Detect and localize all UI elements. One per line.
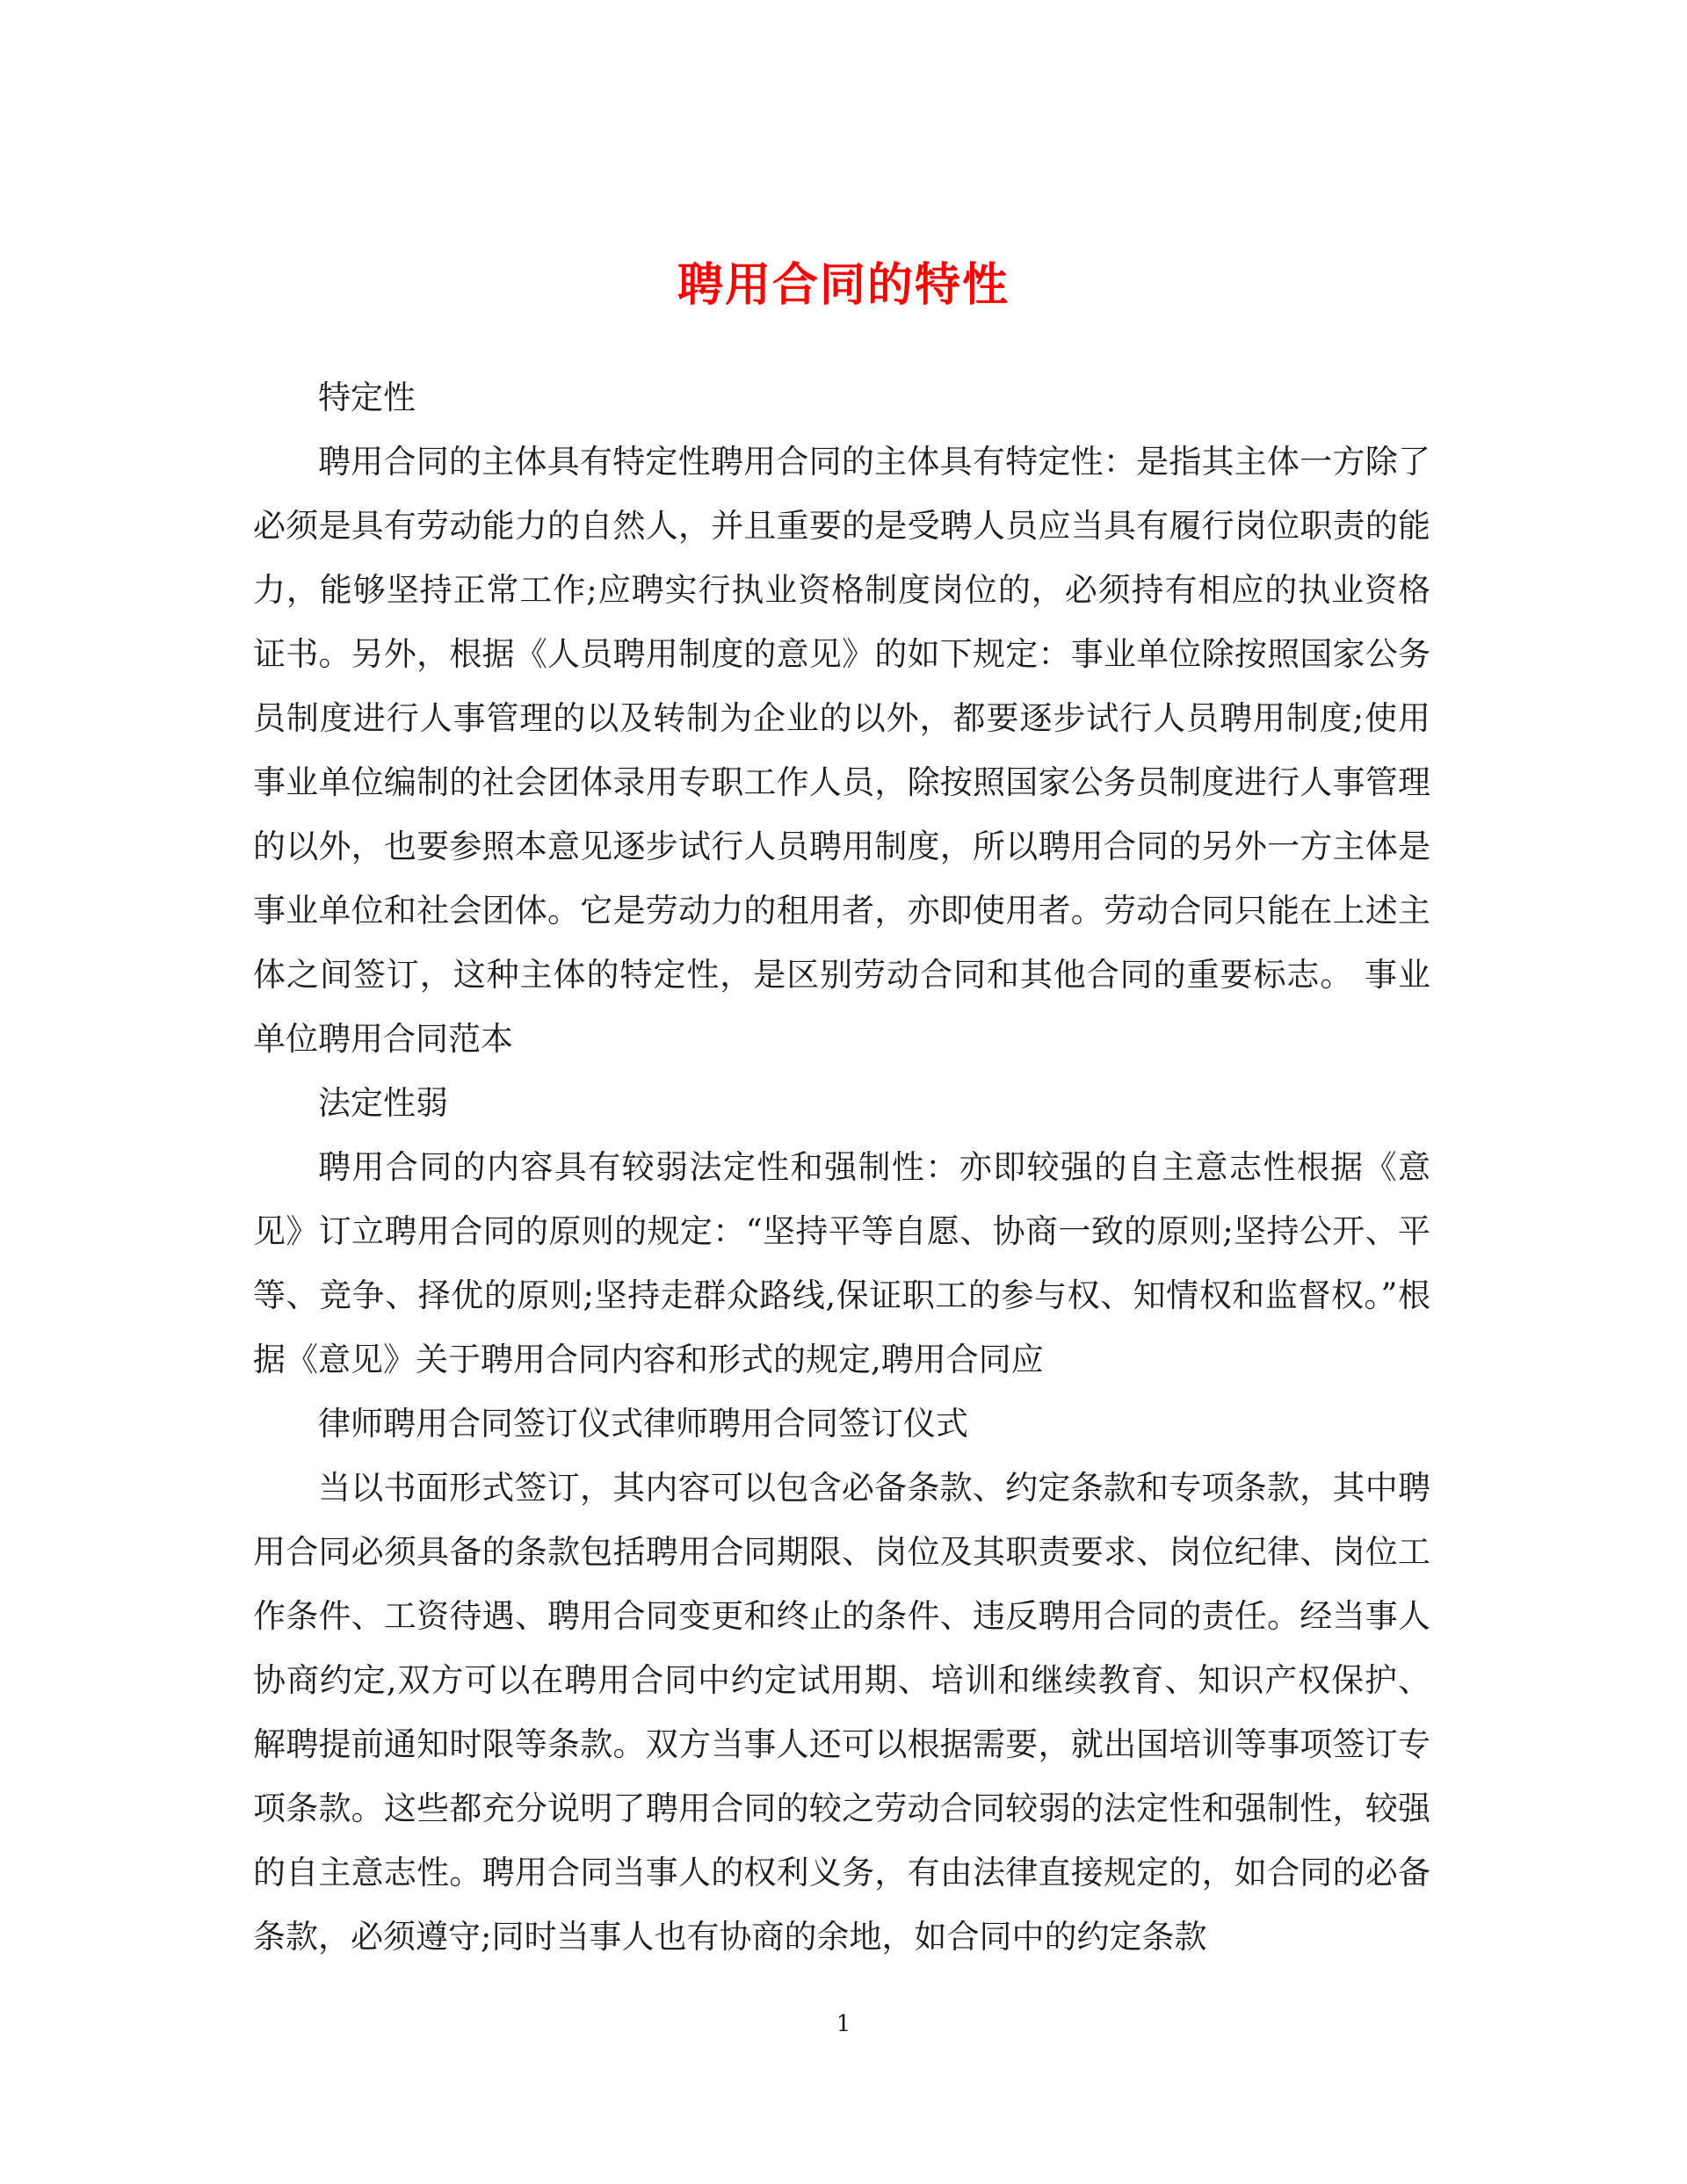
section-heading-lawyer-signing: 律师聘用合同签订仪式律师聘用合同签订仪式 — [318, 1405, 968, 1443]
page-number: 1 — [836, 2011, 851, 2037]
document-title: 聘用合同的特性 — [677, 257, 1010, 312]
section-heading-weak-legality: 法定性弱 — [318, 1084, 448, 1122]
paragraph-specificity: 聘用合同的主体具有特定性聘用合同的主体具有特定性：是指其主体一方除了必须是具有劳动能力的自然人，并且重要的是受聘人员应当具有履行岗位职责的能力，能够坚持正常工作;应聘实行执业资格制度岗位的，必须持有相应的执业资格证书。另外，根据《人员聘用制度的意见》的如下规定：事业单位除按照国家公务员制度进行人事管理的以及转制为企业的以外，都要逐步试行人员聘用制度;使用事业单位编制的社会团体录用专职工作人员，除按照国家公务员制度进行人事管理的以外，也要参照本意见逐步试行人员聘用制度，所以聘用合同的另外一方主体是事业单位和社会团体。它是劳动力的租用者，亦即使用者。劳动合同只能在上述主体之间签订，这种主体的特定性，是区别劳动合同和其他合同的重要标志。 事业单位聘用合同范本 — [253, 443, 1430, 1058]
document-body — [253, 365, 1430, 1969]
section-heading-specificity: 特定性 — [318, 379, 416, 416]
paragraph-weak-legality: 聘用合同的内容具有较弱法定性和强制性：亦即较强的自主意志性根据《意见》订立聘用合同的原则的规定：“坚持平等自愿、协商一致的原则;坚持公开、平等、竞争、择优的原则;坚持走群众路线,保证职工的参与权、知情权和监督权。”根据《意见》关于聘用合同内容和形式的规定,聘用合同应 — [253, 1148, 1430, 1378]
paragraph-contract-form: 当以书面形式签订，其内容可以包含必备条款、约定条款和专项条款，其中聘用合同必须具备的条款包括聘用合同期限、岗位及其职责要求、岗位纪律、岗位工作条件、工资待遇、聘用合同变更和终止的条件、违反聘用合同的责任。经当事人协商约定,双方可以在聘用合同中约定试用期、培训和继续教育、知识产权保护、解聘提前通知时限等条款。双方当事人还可以根据需要，就出国培训等事项签订专项条款。这些都充分说明了聘用合同的较之劳动合同较弱的法定性和强制性，较强的自主意志性。聘用合同当事人的权利义务，有由法律直接规定的，如合同的必备条款，必须遵守;同时当事人也有协商的余地，如合同中的约定条款 — [253, 1469, 1430, 1956]
